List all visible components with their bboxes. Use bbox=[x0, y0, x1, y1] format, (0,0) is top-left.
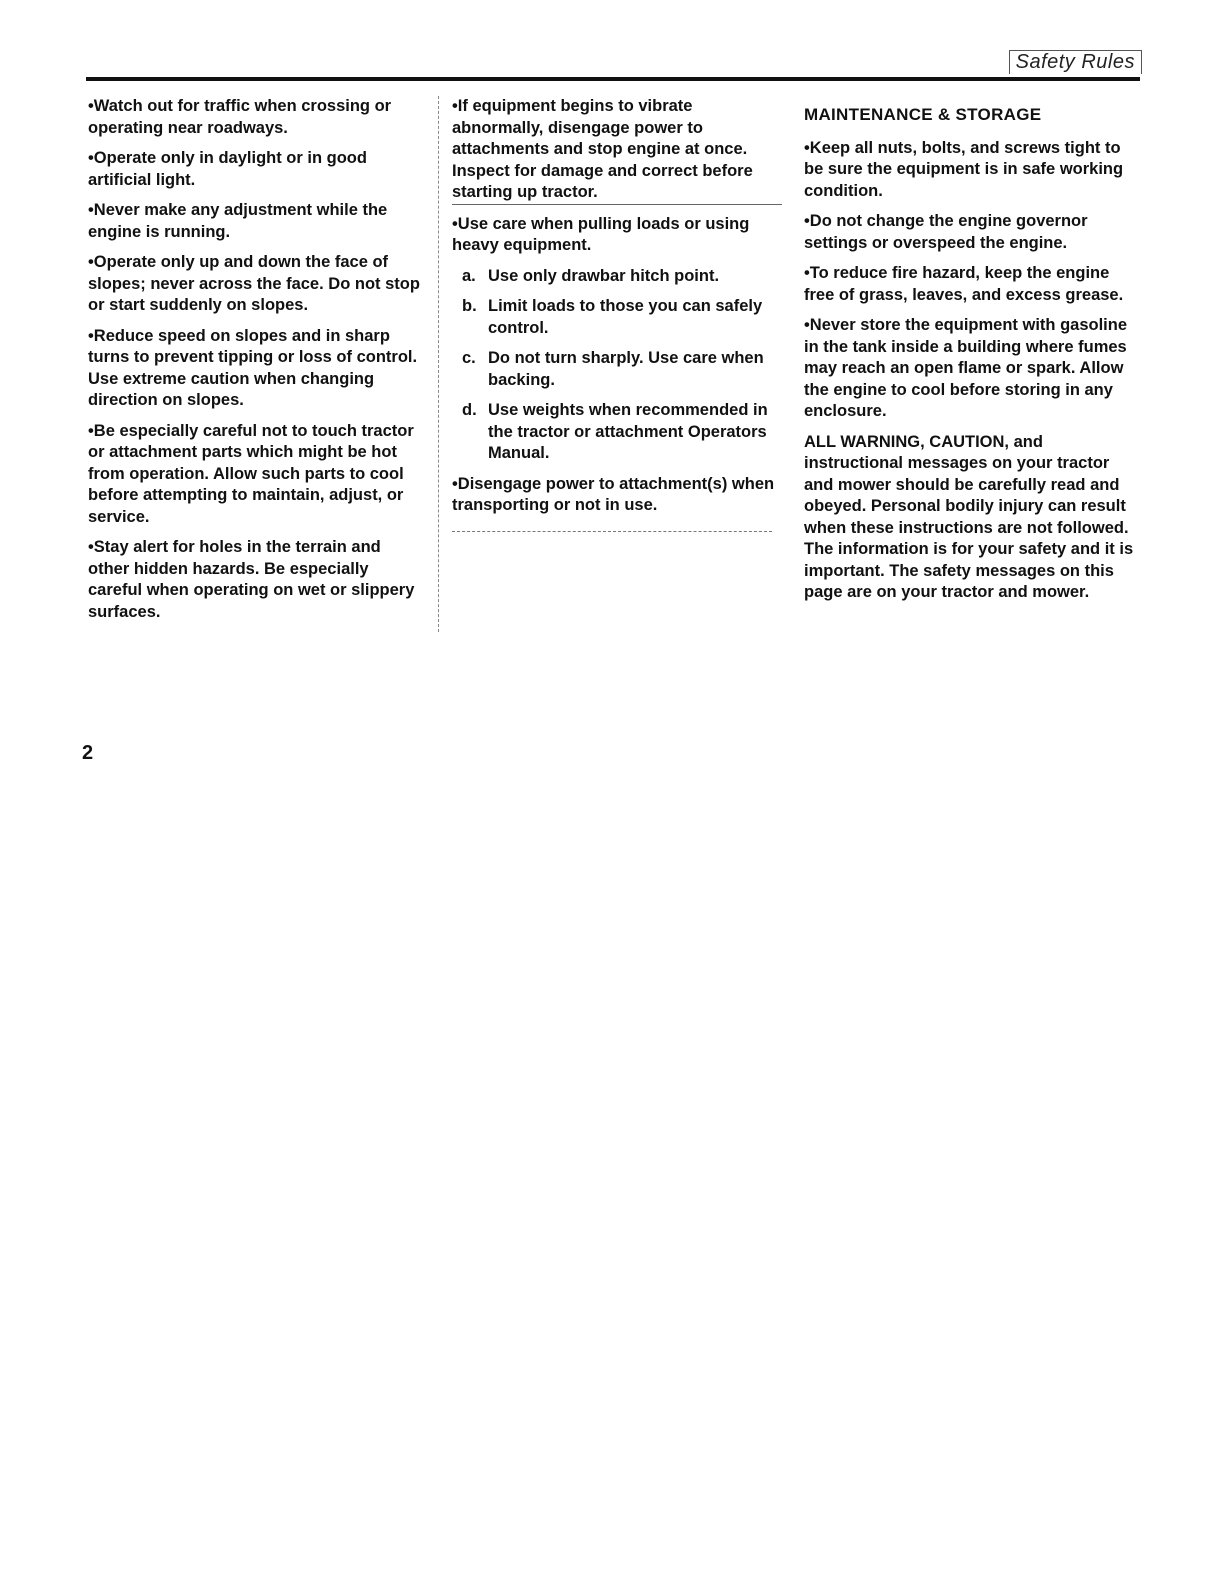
list-marker: a. bbox=[462, 266, 476, 285]
list-item bbox=[452, 266, 782, 288]
rule-paragraph: •To reduce fire hazard, keep the engine free of grass, leaves, and excess grease. bbox=[804, 264, 1124, 304]
column-equipment-safety bbox=[452, 96, 782, 532]
list-marker: b. bbox=[462, 297, 477, 315]
list-marker: d. bbox=[462, 401, 477, 419]
column-general-safety bbox=[88, 96, 439, 632]
rule-paragraph: •Be especially careful not to touch tractor or attachment parts which might be hot from operation. Allow such parts to cool before attempting to maintain, adjust, or service. bbox=[88, 421, 414, 526]
list-item bbox=[452, 348, 782, 391]
rule-paragraph: •Reduce speed on slopes and in sharp turns to prevent tipping or loss of control. Use extreme caution when changing direction on slopes. bbox=[88, 326, 418, 409]
list-item-text: Do not turn sharply. Use care when backing. bbox=[488, 349, 764, 389]
page-number: 2 bbox=[82, 742, 94, 764]
column-end-rule bbox=[452, 531, 772, 532]
list-item-text: Use only drawbar hitch point. bbox=[488, 266, 720, 285]
list-item-text: Use weights when recommended in the tractor or attachment Operators Manual. bbox=[488, 401, 768, 462]
list-item bbox=[452, 296, 782, 339]
rule-paragraph: •Never make any adjustment while the engine is running. bbox=[88, 201, 388, 241]
list-item bbox=[452, 400, 782, 465]
rule-paragraph: •Operate only in daylight or in good artificial light. bbox=[88, 149, 367, 189]
rule-paragraph: •Keep all nuts, bolts, and screws tight to be sure the equipment is in safe working condition. bbox=[804, 138, 1124, 200]
rule-paragraph: •If equipment begins to vibrate abnormally, disengage power to attachments and stop engine at once. Inspect for damage and correct before starting up tractor. bbox=[452, 96, 782, 205]
rule-paragraph: •Do not change the engine governor settings or overspeed the engine. bbox=[804, 212, 1088, 252]
rule-paragraph: •Use care when pulling loads or using heavy equipment. bbox=[452, 214, 750, 254]
section-header-label: Safety Rules bbox=[1009, 50, 1142, 74]
column-maintenance-storage bbox=[804, 96, 1136, 613]
warning-paragraph: ALL WARNING, CAUTION, and instructional messages on your tractor and mower should be carefully read and obeyed. Personal bodily injury can result when these instructions are not followed. The information is for your safety and it is important. The safety messages on this page are on your tractor and mower. bbox=[804, 432, 1134, 601]
list-marker: c. bbox=[462, 349, 476, 367]
rule-paragraph: •Stay alert for holes in the terrain and other hidden hazards. Be especially careful when operating on wet or slippery surfaces. bbox=[88, 538, 415, 621]
section-title: MAINTENANCE & STORAGE bbox=[804, 105, 1042, 124]
list-item-text: Limit loads to those you can safely control. bbox=[488, 297, 763, 337]
rule-paragraph: •Watch out for traffic when crossing or operating near roadways. bbox=[88, 97, 392, 137]
sub-rule-list bbox=[452, 266, 782, 465]
rule-paragraph: •Never store the equipment with gasoline in the tank inside a building where fumes may reach an open flame or spark. Allow the engine to cool before storing in any enclosure. bbox=[804, 316, 1128, 420]
rule-paragraph: •Operate only up and down the face of slopes; never across the face. Do not stop or start suddenly on slopes. bbox=[88, 253, 420, 314]
rule-paragraph: •Disengage power to attachment(s) when transporting or not in use. bbox=[452, 474, 775, 514]
header-rule bbox=[86, 77, 1140, 81]
